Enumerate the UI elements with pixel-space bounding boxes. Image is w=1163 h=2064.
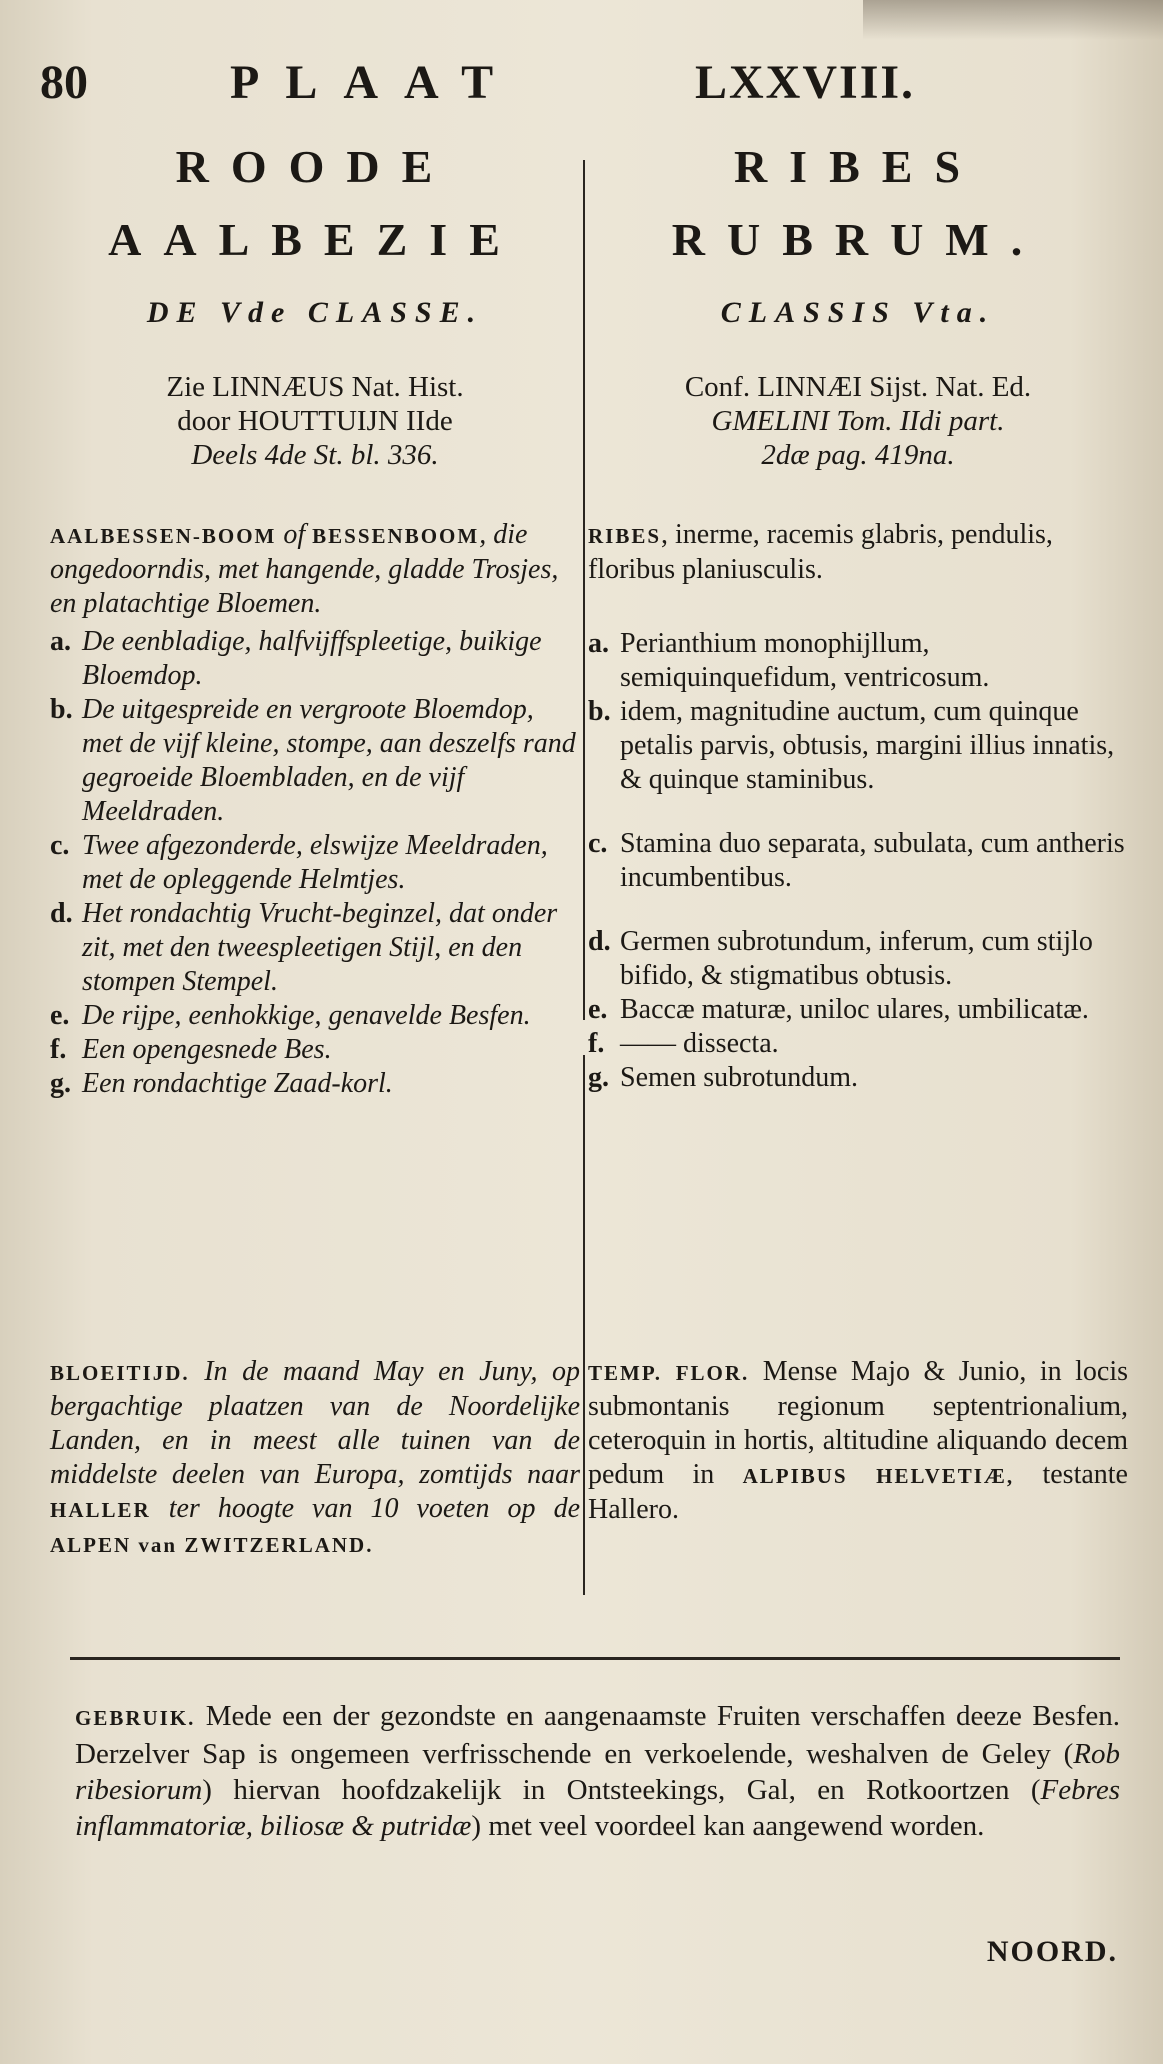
usage-text3: ) met veel voordeel kan aangewend worden. — [471, 1810, 985, 1842]
usage-label: GEBRUIK. — [75, 1706, 196, 1730]
usage-paragraph — [75, 1698, 1120, 1844]
right-main-name: RIBES — [588, 524, 662, 548]
right-ref-line2: GMELINI Tom. IIdi part. — [711, 405, 1005, 437]
left-ref-line2: door HOUTTUIJN IIde — [177, 405, 453, 437]
right-item-f: f. —— dissecta. — [588, 1028, 779, 1059]
left-ref-line1: Zie LINNÆUS Nat. Hist. — [166, 371, 464, 403]
plate-title: PLAAT — [230, 56, 520, 109]
left-name-line2: AALBEZIE — [108, 214, 522, 265]
left-item-f: f. Een opengesnede Bes. — [50, 1034, 332, 1065]
right-main-description — [588, 518, 1128, 587]
left-flower-text: In de maand May en Juny, op bergachtige plaatzen van de Noordelijke Landen, en in meest alle tuinen van de middelste deelen van Europa, zomtijds naar — [50, 1356, 580, 1490]
left-description-block — [50, 518, 580, 1101]
right-item-e: e. Baccæ maturæ, uniloc ulares, umbilicatæ. — [588, 994, 1089, 1025]
right-main-rest: , inerme, racemis glabris, pendulis, floribus planiusculis. — [588, 519, 1053, 585]
right-flower-text2: testante Hallero. — [588, 1459, 1128, 1525]
right-item-d: d. Germen subrotundum, inferum, cum stijlo bifido, & stigmatibus obtusis. — [588, 926, 1093, 991]
left-name-line1: ROODE — [175, 141, 455, 192]
left-item-c: c. Twee afgezonderde, elswijze Meeldraden, met de opleggende Helmtjes. — [50, 830, 548, 895]
right-flower-label: TEMP. FLOR. — [588, 1361, 750, 1385]
right-item-g: g. Semen subrotundum. — [588, 1062, 858, 1093]
left-flower-label: BLOEITIJD. — [50, 1361, 190, 1385]
page-shadow — [863, 0, 1163, 40]
left-ref-line3: Deels 4de St. bl. 336. — [191, 439, 439, 471]
column-divider-bottom — [583, 1055, 585, 1595]
left-main-name: AALBESSEN-BOOM — [50, 524, 277, 548]
right-ref-line3: 2dæ pag. 419na. — [761, 439, 955, 471]
page-number: 80 — [40, 56, 88, 109]
right-name-line2: RUBRUM. — [671, 214, 1045, 265]
left-main-of: of — [283, 519, 306, 550]
left-main-description — [50, 518, 580, 621]
left-item-b: b. De uitgespreide en vergroote Bloemdop, met de vijf kleine, stompe, aan deszelfs rand gegroeide Bloembladen, en de vijf Meeldraden. — [50, 694, 576, 827]
left-item-e: e. De rijpe, eenhokkige, genavelde Besfen. — [50, 1000, 531, 1031]
left-flower-text2: ter hoogte van 10 voeten op de — [168, 1493, 580, 1524]
right-ref-line1: Conf. LINNÆI Sijst. Nat. Ed. — [684, 371, 1032, 403]
right-name-line1: RIBES — [733, 141, 983, 192]
right-flower-text: Mense Majo & Junio, in locis submontanis regionum septentrionalium, ceteroquin in hortis, altitudine aliquando decem pedum in — [588, 1356, 1129, 1490]
left-flower-alpen: ALPEN van ZWITZERLAND. — [50, 1533, 374, 1557]
left-reference — [50, 370, 580, 472]
right-reference — [588, 370, 1128, 472]
right-flowering-time — [588, 1355, 1128, 1527]
left-flowering-time — [50, 1355, 580, 1562]
plate-number: LXXVIII. — [695, 56, 916, 109]
usage-text1: Mede een der gezondste en aangenaamste Fruiten verschaffen deeze Besfen. Derzelver Sap is ongemeen verfrisschende en verkoelende, weshalven de Geley ( — [75, 1700, 1121, 1770]
right-item-b: b. idem, magnitudine auctum, cum quinque petalis parvis, obtusis, margini illius innatis, & quinque staminibus. — [588, 696, 1115, 795]
left-class-line: DE Vde CLASSE. — [146, 296, 484, 329]
usage-latin2: Febres inflammatoriæ, biliosæ & putridæ — [75, 1774, 1120, 1842]
right-class-line: CLASSIS Vta. — [720, 296, 996, 329]
left-item-d: d. Het rondachtig Vrucht-beginzel, dat onder zit, met den tweespleetigen Stijl, en den stompen Stempel. — [50, 898, 558, 997]
right-description-block — [588, 518, 1128, 1095]
left-flower-haller: HALLER — [50, 1498, 151, 1522]
left-item-a: a. De eenbladige, halfvijffspleetige, buikige Bloemdop. — [50, 626, 542, 691]
usage-latin1: Rob ribesiorum — [75, 1738, 1120, 1806]
left-item-g: g. Een rondachtige Zaad-korl. — [50, 1068, 393, 1099]
left-main-rest: , die ongedoorndis, met hangende, gladde Trosjes, en platachtige Bloemen. — [50, 519, 559, 619]
page-header — [40, 55, 916, 115]
column-divider-top — [583, 160, 585, 1020]
usage-text2: ) hiervan hoofdzakelijk in Ontsteekings, Gal, en Rotkoortzen ( — [202, 1774, 1041, 1806]
right-flower-alpi: ALPIBUS HELVETIÆ, — [742, 1464, 1015, 1488]
right-item-c: c. Stamina duo separata, subulata, cum antheris incumbentibus. — [588, 828, 1125, 893]
right-item-a: a. Perianthium monophijllum, semiquinquefidum, ventricosum. — [588, 628, 990, 693]
catchword: NOORD. — [986, 1935, 1118, 1968]
section-divider — [70, 1657, 1120, 1660]
left-main-name2: BESSENBOOM — [312, 524, 480, 548]
